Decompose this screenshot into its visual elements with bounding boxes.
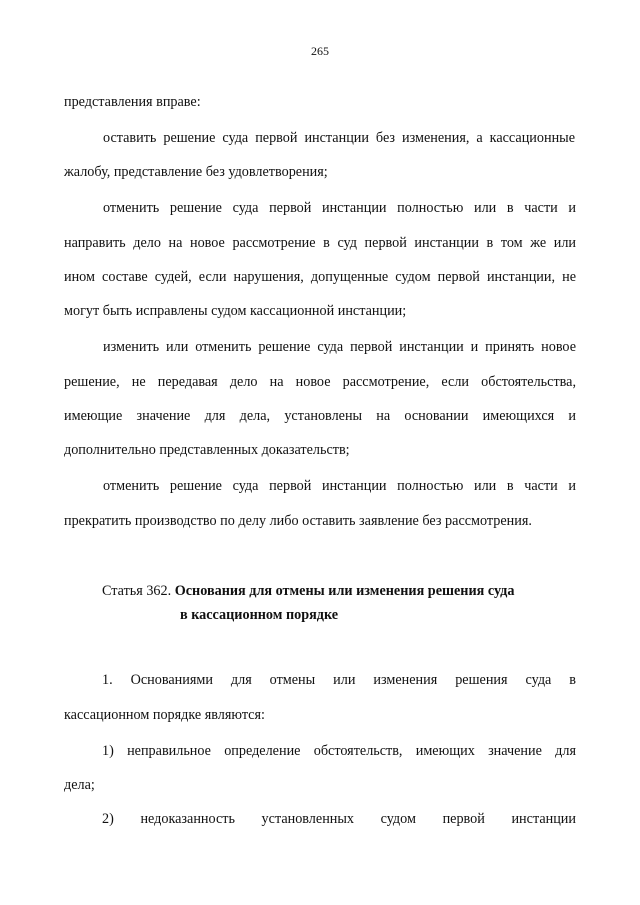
page-number: 265 — [311, 44, 329, 58]
text-line: могут быть исправлены судом кассационной инстанции; — [64, 303, 407, 319]
text-line: жалобу, представление без удовлетворения; — [64, 164, 328, 180]
text-line: имеющие значение для дела, установлены на основании имеющихся и — [64, 408, 576, 424]
text-line: кассационном порядке являются: — [64, 707, 265, 723]
article-title-continued: в кассационном порядке — [180, 607, 339, 623]
article-heading — [102, 582, 514, 600]
text-line: решение, не передавая дело на новое рассмотрение, если обстоятельства, — [64, 374, 576, 390]
text-line: направить дело на новое рассмотрение в суд первой инстанции в том же или — [64, 235, 576, 251]
text-line: отменить решение суда первой инстанции полностью или в части и — [103, 200, 576, 216]
article-title: Основания для отмены или изменения решения суда — [174, 583, 515, 599]
text-line: ином составе судей, если нарушения, допущенные судом первой инстанции, не — [64, 269, 576, 285]
text-line: 1) неправильное определение обстоятельств, имеющих значение для — [102, 743, 576, 759]
text-line: прекратить производство по делу либо оставить заявление без рассмотрения. — [64, 513, 532, 529]
text-line: отменить решение суда первой инстанции полностью или в части и — [103, 478, 576, 494]
text-line: 2) недоказанность установленных судом первой инстанции — [102, 811, 576, 827]
text-line: представления вправе: — [64, 94, 201, 110]
article-number: Статья 362. — [102, 583, 172, 599]
text-line: изменить или отменить решение суда первой инстанции и принять новое — [103, 339, 576, 355]
text-line: оставить решение суда первой инстанции без изменения, а кассационные — [103, 130, 575, 146]
text-line: дела; — [64, 777, 95, 793]
text-line: 1. Основаниями для отмены или изменения решения суда в — [102, 672, 576, 688]
text-line: дополнительно представленных доказательств; — [64, 442, 350, 458]
